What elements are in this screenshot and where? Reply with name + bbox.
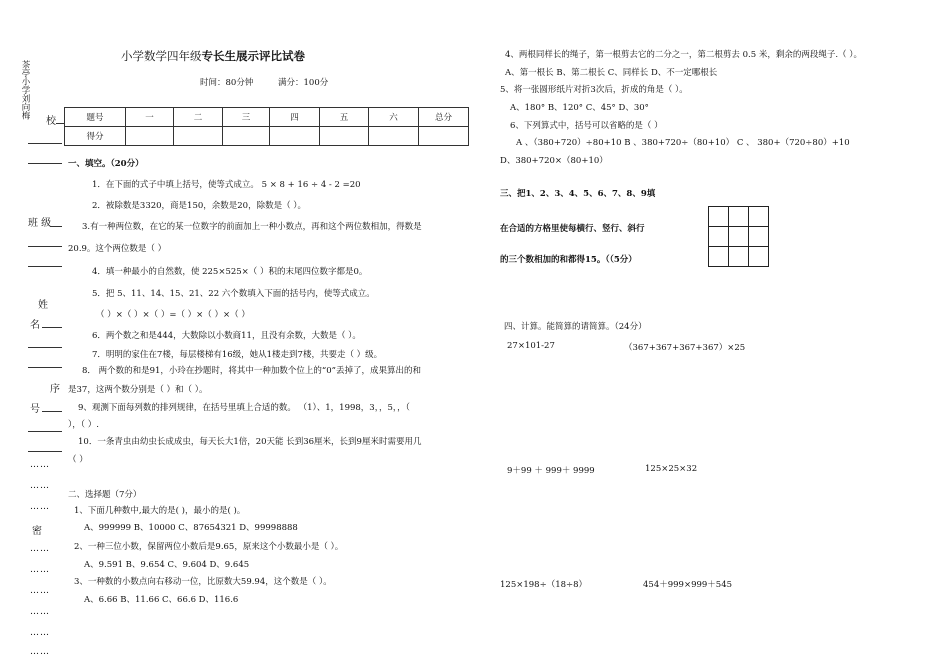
binding-dots: ……: [30, 460, 50, 470]
name-label-1: 姓: [38, 300, 48, 311]
name-label-2: 名: [30, 320, 40, 331]
question-1-2: 2．被除数是3320，商是150，余数是20，除数是（ ）。: [92, 201, 307, 211]
binding-line: [28, 431, 62, 432]
calc-4: 125×25×32: [645, 464, 698, 474]
score-input-cell[interactable]: [369, 127, 419, 146]
binding-line: [28, 163, 62, 164]
question-1-4: 4．填一种最小的自然数，使 225×525×（ ）积的末尾四位数字都是0。: [92, 267, 368, 277]
question-1-1: 1．在下面的式子中填上括号，使等式成立。 5 × 8 + 16 ÷ 4 - 2 =20: [92, 180, 361, 190]
question-1-8: 8． 两个数的和是91，小玲在抄题时，将其中一种加数个位上的“0”丢掉了，成果算出的和: [82, 366, 422, 376]
question-2-1: 1、下面几种数中,最大的是( )，最小的是( )。: [74, 506, 246, 516]
calc-1: 27×101-27: [507, 341, 555, 351]
binding-line: [28, 347, 62, 348]
score-table-score-row: [65, 127, 469, 146]
question-1-10: 10．一条青虫由幼虫长成成虫，每天长大1倍，20天能 长到36厘米，长到9厘米时需要用几: [78, 437, 422, 447]
binding-line: [28, 451, 62, 452]
table-cell: 题号: [65, 108, 126, 127]
grid-cell[interactable]: [709, 227, 729, 247]
question-1-3: 3.有一种两位数，在它的某一位数字的前面加上一种小数点，再和这个两位数相加，得数是: [82, 222, 422, 232]
score-input-cell[interactable]: [126, 127, 174, 146]
score-input-cell[interactable]: [174, 127, 223, 146]
school-label: 校: [46, 116, 56, 127]
magic-square-grid: [708, 206, 769, 267]
question-1-10-cont: （ ）: [68, 455, 88, 465]
teacher-name-vertical: 茶亭小学刘向梅: [20, 60, 30, 120]
section3-line-1: 三、把1、2、3、4、5、6、7、8、9填: [500, 189, 656, 199]
seat-label-2: 号: [30, 404, 40, 415]
page-title-bold: 专长生展示评比试卷: [201, 49, 305, 63]
calc-6: 454＋999×999＋545: [643, 580, 733, 590]
binding-dots: ……: [30, 607, 50, 617]
name-line: [42, 327, 62, 328]
grid-cell[interactable]: [749, 227, 769, 247]
question-1-5-blanks: （ ）×（ ）×（ ）=（ ）×（ ）×（ ）: [96, 310, 250, 320]
section2-heading: 二、选择题（7分）: [68, 490, 142, 500]
section3-line-3: 的三个数相加的和都得15。（（5分）: [500, 255, 637, 265]
question-2-6: 6、下列算式中，括号可以省略的是（ ）: [510, 121, 663, 131]
question-2-5-options: A、180° B、120° C、45° D、30°: [510, 103, 649, 113]
question-1-6: 6．两个数之和是444，大数除以小数商11，且没有余数，大数是（ ）。: [92, 331, 361, 341]
school-line: [56, 123, 64, 124]
calc-5: 125×198÷（18÷8）: [500, 580, 588, 590]
question-2-6-options-d: D、380+720×（80+10）: [500, 156, 608, 166]
table-cell: 总分: [419, 108, 469, 127]
binding-dots: ……: [30, 544, 50, 554]
table-cell: 一: [126, 108, 174, 127]
question-1-9: 9、观测下面每列数的排列规律，在括号里填上合适的数。 （1）、1，1998，3，，5，，（: [78, 403, 410, 413]
calc-3: 9＋99 ＋ 999＋ 9999: [507, 466, 595, 476]
table-cell: 得分: [65, 127, 126, 146]
score-input-cell[interactable]: [223, 127, 270, 146]
question-2-1-options: A、999999 B、10000 C、87654321 D、99998888: [84, 523, 298, 533]
score-table: [64, 107, 469, 146]
binding-line: [28, 143, 62, 144]
score-input-cell[interactable]: [320, 127, 369, 146]
binding-dots: ……: [30, 565, 50, 575]
grid-cell[interactable]: [749, 207, 769, 227]
binding-line: [28, 367, 62, 368]
binding-dots: ……: [30, 647, 50, 657]
grid-cell[interactable]: [709, 207, 729, 227]
seat-line: [42, 411, 62, 412]
binding-dots: ……: [30, 502, 50, 512]
grid-cell[interactable]: [709, 247, 729, 267]
question-2-2-options: A、9.591 B、9.654 C、9.604 D、9.645: [84, 560, 250, 570]
question-1-7: 7．明明的家住在7楼，每层楼梯有16级，她从1楼走到7楼，共要走（ ）级。: [92, 350, 383, 360]
table-cell: 四: [270, 108, 320, 127]
question-1-3-cont: 20.9。这个两位数是（ ）: [68, 244, 167, 254]
section1-heading: 一、填空。（20分）: [68, 159, 144, 169]
question-2-6-options: A 、（380+720）÷80+10 B 、380+720÷（80+10） C 、 380+（720÷80）+10: [516, 138, 850, 148]
grid-cell[interactable]: [749, 247, 769, 267]
seal-label: 密: [32, 526, 42, 537]
binding-line: [28, 266, 62, 267]
binding-dots: ……: [30, 481, 50, 491]
table-cell: 二: [174, 108, 223, 127]
class-line: [50, 226, 62, 227]
binding-line: [28, 246, 62, 247]
grid-cell[interactable]: [729, 247, 749, 267]
exam-time: 时间：80分钟: [200, 78, 254, 88]
page-title-prefix: 小学数学四年级: [121, 49, 202, 63]
question-2-3: 3、一种数的小数点向右移动一位，比原数大59.94，这个数是（ ）。: [74, 577, 332, 587]
section4-heading: 四、计算。能简算的请简算。（24分）: [504, 322, 647, 332]
score-input-cell[interactable]: [419, 127, 469, 146]
page-title: [121, 48, 305, 64]
question-2-5: 5、将一张圆形纸片对折3次后，折成的角是（ ）。: [500, 85, 688, 95]
seat-label-1: 序: [50, 384, 60, 395]
question-2-4-options: A、第一根长 B、第二根长 C、同样长 D、不一定哪根长: [505, 68, 718, 78]
question-2-2: 2、一种三位小数，保留两位小数后是9.65，原来这个小数最小是（ ）。: [74, 542, 344, 552]
table-cell: 三: [223, 108, 270, 127]
question-1-9-cont: ），（ ）.: [68, 420, 99, 430]
score-input-cell[interactable]: [270, 127, 320, 146]
calc-2: （367+367+367+367）×25: [624, 343, 746, 353]
table-cell: 六: [369, 108, 419, 127]
score-table-header-row: [65, 108, 469, 127]
question-2-4: 4、两根同样长的绳子，第一根剪去它的二分之一，第二根剪去 0.5 米，剩余的两段绳子.（ ）。: [505, 50, 862, 60]
binding-dots: ……: [30, 628, 50, 638]
table-cell: 五: [320, 108, 369, 127]
question-1-8-cont: 是37，这两个数分别是（ ）和（ ）。: [68, 385, 208, 395]
class-label: 班 级: [28, 218, 52, 229]
binding-dots: ……: [30, 586, 50, 596]
grid-cell[interactable]: [729, 207, 749, 227]
exam-full-score: 满分：100分: [278, 78, 329, 88]
question-1-5: 5．把 5、11、14、15、21、22 六个数填入下面的括号内，使等式成立。: [92, 289, 375, 299]
section3-line-2: 在合适的方格里使每横行、竖行、斜行: [500, 224, 645, 234]
question-2-3-options: A、6.66 B、11.66 C、66.6 D、116.6: [84, 595, 239, 605]
grid-cell[interactable]: [729, 227, 749, 247]
